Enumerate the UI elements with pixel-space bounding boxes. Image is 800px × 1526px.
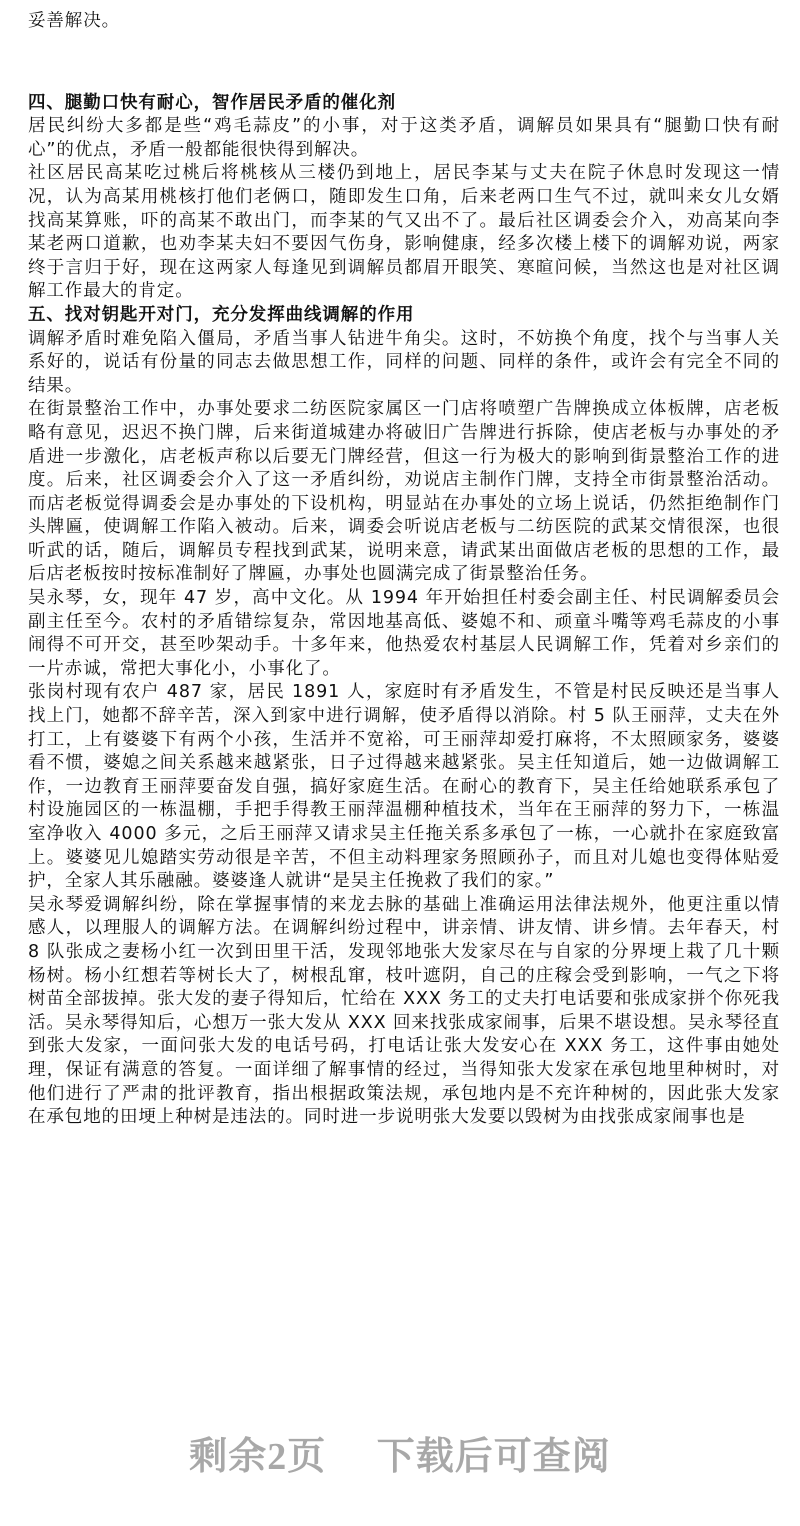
remaining-pages-label[interactable]: 剩余2页 bbox=[189, 1436, 327, 1478]
spacer bbox=[28, 34, 780, 92]
section-heading: 五、找对钥匙开对门，充分发挥曲线调解的作用 bbox=[28, 304, 415, 325]
download-prompt[interactable] bbox=[0, 1425, 800, 1480]
paragraph: 张岗村现有农户 487 家，居民 1891 人，家庭时有矛盾发生，不管是村民反映还是当事人找上门，她都不辞辛苦，深入到家中进行调解，使矛盾得以消除。村 5 队王丽萍，丈夫在外打工，上有婆婆下有两个小孩，生活并不宽裕，可王丽萍却爱打麻将，不太照顾家务，婆婆看不惯，婆媳之间关系越来越紧张，日子过得越来越紧张。吴主任知道后，她一边做调解工作，一边教育王丽萍要奋发自强，搞好家庭生活。在耐心的教育下，吴主任给她联系承包了村设施园区的一栋温棚，手把手得教王丽萍温棚种植技术，当年在王丽萍的努力下，一栋温室净收入 4000 多元，之后王丽萍又请求吴主任拖关系多承包了一栋，一心就扑在家庭致富上。婆婆见儿媳踏实劳动很是辛苦，不但主动料理家务照顾孙子，而且对儿媳也变得体贴爱护，全家人其乐融融。婆婆逢人就讲“是吴主任挽救了我们的家。” bbox=[28, 682, 780, 892]
paragraph: 吴永琴爱调解纠纷，除在掌握事情的来龙去脉的基础上准确运用法律法规外，他更注重以情感人，以理服人的调解方法。在调解纠纷过程中，讲亲情、讲友情、讲乡情。去年春天，村 8 队张成之妻杨小红一次到田里干活，发现邻地张大发家尽在与自家的分界埂上栽了几十颗杨树。杨小红想若等树长大了，树根乱窜，枝叶遮阴，自己的庄稼会受到影响，一气之下将树苗全部拔掉。张大发的妻子得知后，忙给在 XXX 务工的丈夫打电话要和张成家拼个你死我活。吴永琴得知后，心想万一张大发从 XXX 回来找张成家闹事，后果不堪设想。吴永琴径直到张大发家，一面问张大发的电话号码，打电话让张大发安心在 XXX 务工，这件事由她处理，保证有满意的答复。一面详细了解事情的经过，当得知张大发家在承包地里种树时，对他们进行了严肃的批评教育，指出根据政策法规，承包地内是不充许种树的，因此张大发家在承包地的田埂上种树是违法的。同时进一步说明张大发要以毁树为由找张成家闹事也是 bbox=[28, 894, 780, 1128]
paragraph: 居民纠纷大多都是些“鸡毛蒜皮”的小事，对于这类矛盾，调解员如果具有“腿勤口快有耐心”的优点，矛盾一般都能很快得到解决。 bbox=[28, 116, 780, 160]
paragraph: 社区居民高某吃过桃后将桃核从三楼仍到地上，居民李某与丈夫在院子休息时发现这一情况，认为高某用桃核打他们老俩口，随即发生口角，后来老两口生气不过，就叫来女儿女婿找高某算账，吓的高某不敢出门，而李某的气又出不了。最后社区调委会介入，劝高某向李某老两口道歉，也劝李某夫妇不要因气伤身，影响健康，经多次楼上楼下的调解劝说，两家终于言归于好，现在这两家人每逢见到调解员都眉开眼笑、寒暄问候，当然这也是对社区调解工作最大的肯定。 bbox=[28, 163, 780, 302]
paragraph: 吴永琴，女，现年 47 岁，高中文化。从 1994 年开始担任村委会副主任、村民调解委员会副主任至今。农村的矛盾错综复杂，常因地基高低、婆媳不和、顽童斗嘴等鸡毛蒜皮的小事闹得不可开交，甚至吵架动手。十多年来，他热爱农村基层人民调解工作，凭着对乡亲们的一片赤诚，常把大事化小，小事化了。 bbox=[28, 588, 780, 679]
paragraph: 调解矛盾时难免陷入僵局，矛盾当事人钻进牛角尖。这时，不妨换个角度，找个与当事人关系好的，说话有份量的同志去做思想工作，同样的问题、同样的条件，或许会有完全不同的结果。 bbox=[28, 328, 780, 396]
document-body bbox=[28, 10, 780, 1130]
paragraph: 在街景整治工作中，办事处要求二纺医院家属区一门店将喷塑广告牌换成立体板牌，店老板略有意见，迟迟不换门牌，后来街道城建办将破旧广告牌进行拆除，使店老板与办事处的矛盾进一步激化，店老板声称以后要无门牌经营，但这一行为极大的影响到街景整治工作的进度。后来，社区调委会介入了这一矛盾纠纷，劝说店主制作门牌，支持全市街景整治活动。而店老板觉得调委会是办事处的下设机构，明显站在办事处的立场上说话，仍然拒绝制作门头牌匾，使调解工作陷入被动。后来，调委会听说店老板与二纺医院的武某交情很深，也很听武的话，随后，调解员专程找到武某，说明来意，请武某出面做店老板的思想的工作，最后店老板按时按标准制好了牌匾，办事处也圆满完成了街景整治任务。 bbox=[28, 399, 780, 585]
section-heading: 四、腿勤口快有耐心，智作居民矛盾的催化剂 bbox=[28, 92, 396, 113]
paragraph: 妥善解决。 bbox=[28, 11, 120, 31]
download-to-view-label[interactable]: 下载后可查阅 bbox=[376, 1436, 611, 1478]
